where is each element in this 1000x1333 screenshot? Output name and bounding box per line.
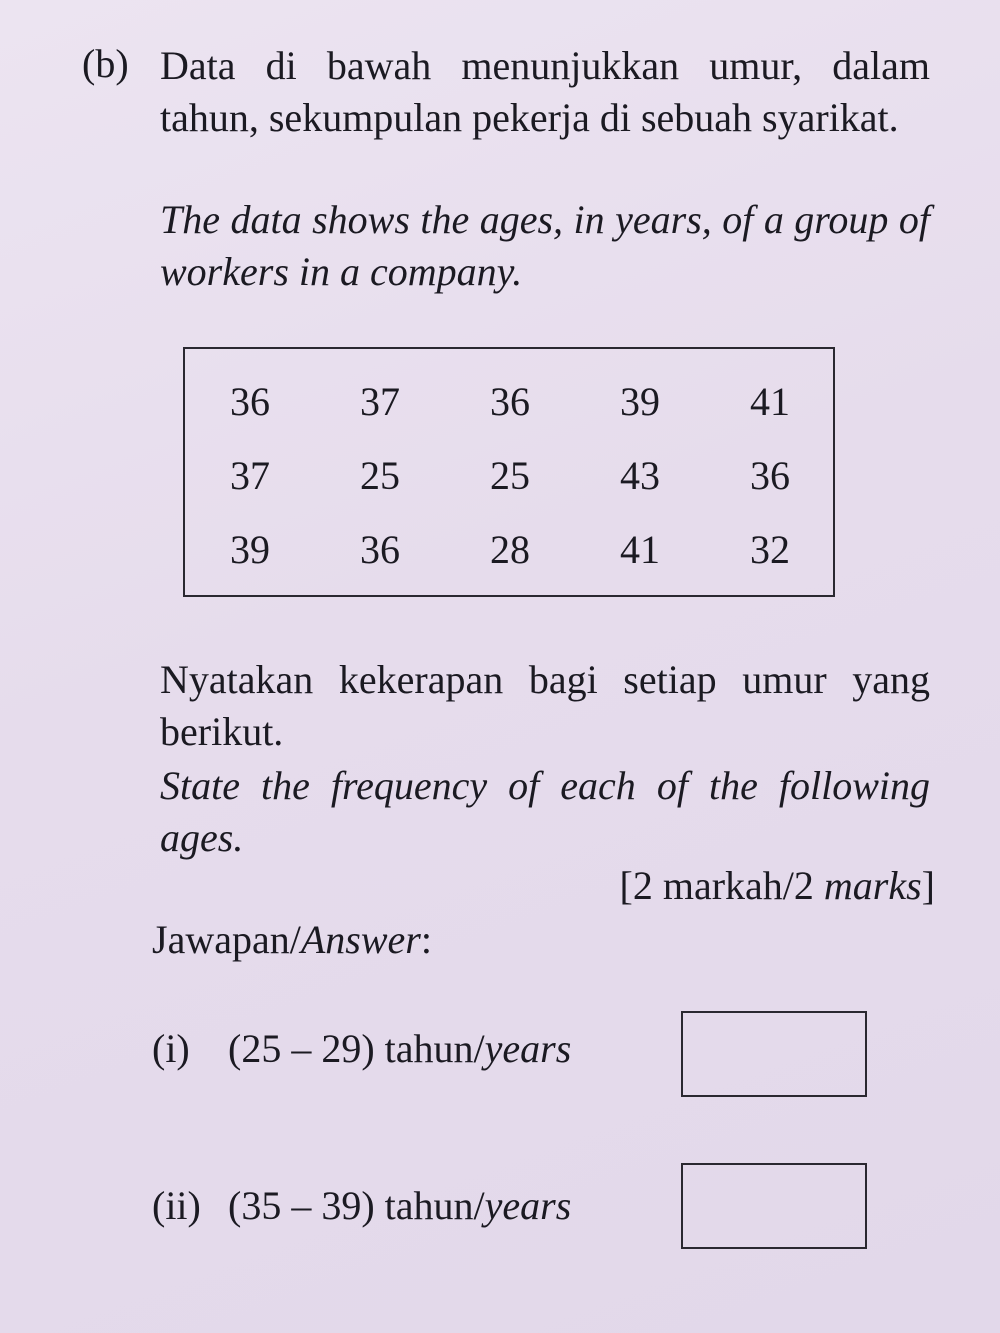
age-cell: 32 bbox=[750, 527, 790, 572]
intro-text-english: The data shows the ages, in years, of a group of workers in a company. bbox=[160, 197, 930, 294]
instruction-text-malay: Nyatakan kekerapan bagi setiap umur yang berikut. bbox=[160, 657, 930, 754]
sub-question-i bbox=[152, 1025, 571, 1072]
sub-question-number: (i) bbox=[152, 1026, 190, 1071]
age-cell: 39 bbox=[230, 527, 270, 572]
question-part-label: (b) bbox=[82, 41, 129, 86]
intro-text-malay: Data di bawah menunjukkan umur, dalam tahun, sekumpulan pekerja di sebuah syarikat. bbox=[160, 43, 930, 140]
age-cell: 36 bbox=[230, 379, 270, 424]
marks-english: marks bbox=[823, 863, 922, 908]
marks-malay: [2 markah/2 bbox=[619, 863, 824, 908]
age-range-unit: years bbox=[484, 1183, 572, 1228]
age-cell: 37 bbox=[230, 453, 270, 498]
answer-label-english: Answer bbox=[300, 917, 421, 962]
instruction-text-english: State the frequency of each of the following ages. bbox=[160, 763, 930, 860]
answer-colon: : bbox=[420, 917, 432, 962]
answer-box-i[interactable] bbox=[681, 1011, 867, 1097]
answer-label-malay: Jawapan/ bbox=[152, 917, 301, 962]
age-range-label: (35 – 39) tahun/ bbox=[228, 1183, 485, 1228]
age-range-unit: years bbox=[484, 1026, 572, 1071]
age-cell: 36 bbox=[360, 527, 400, 572]
answer-heading bbox=[152, 916, 432, 963]
marks-allocation bbox=[620, 862, 935, 909]
sub-question-number: (ii) bbox=[152, 1183, 201, 1228]
ages-grid bbox=[185, 349, 833, 595]
age-cell: 28 bbox=[490, 527, 530, 572]
age-range-label: (25 – 29) tahun/ bbox=[228, 1026, 485, 1071]
age-cell: 36 bbox=[490, 379, 530, 424]
age-cell: 41 bbox=[750, 379, 790, 424]
sub-question-ii bbox=[152, 1182, 571, 1229]
age-cell: 25 bbox=[360, 453, 400, 498]
age-cell: 37 bbox=[360, 379, 400, 424]
age-cell: 39 bbox=[620, 379, 660, 424]
age-cell: 43 bbox=[620, 453, 660, 498]
marks-close: ] bbox=[921, 863, 935, 908]
age-cell: 41 bbox=[620, 527, 660, 572]
age-cell: 36 bbox=[750, 453, 790, 498]
answer-box-ii[interactable] bbox=[681, 1163, 867, 1249]
ages-data-table bbox=[183, 347, 835, 597]
age-cell: 25 bbox=[490, 453, 530, 498]
